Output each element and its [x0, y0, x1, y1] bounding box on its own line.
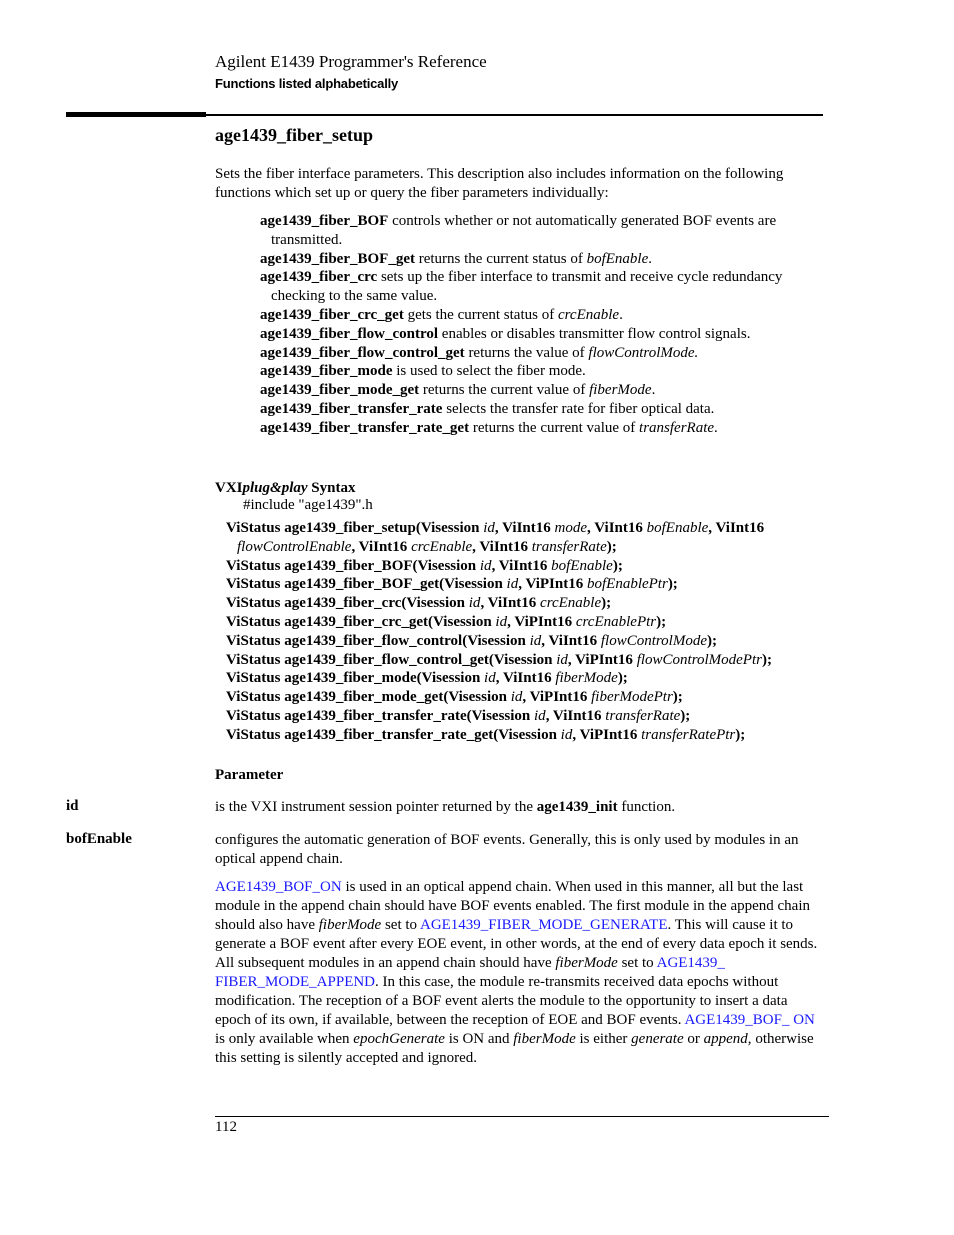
function-item: age1439_fiber_transfer_rate_get returns the current value of transferRate. [260, 419, 718, 436]
function-name: age1439_fiber_flow_control [260, 325, 439, 342]
syntax-line: ViStatus age1439_fiber_BOF(Visession id, ViInt16 bofEnable); [226, 557, 623, 574]
document-title: Agilent E1439 Programmer's Reference [215, 52, 487, 71]
intro-paragraph: Sets the fiber interface parameters. This description also includes information on the following functions which set up or query the fiber parameters individually: [215, 166, 784, 201]
function-name: age1439_fiber_transfer_rate_get [260, 419, 470, 436]
constant-link[interactable]: AGE1439_FIBER_MODE_GENERATE [419, 917, 668, 933]
function-item: age1439_fiber_crc sets up the fiber interface to transmit and receive cycle redundancy checking to the same value. [260, 269, 783, 305]
function-item: age1439_fiber_BOF_get returns the current status of bofEnable. [260, 250, 652, 267]
function-name: age1439_fiber_transfer_rate [260, 400, 443, 417]
function-item: age1439_fiber_flow_control_get returns the value of flowControlMode. [260, 344, 699, 361]
syntax-include: #include "age1439".h [243, 497, 373, 513]
function-name: age1439_fiber_BOF_get [260, 250, 415, 267]
syntax-line: ViStatus age1439_fiber_transfer_rate(Visession id, ViInt16 transferRate); [226, 707, 691, 724]
syntax-line: ViStatus age1439_fiber_crc(Visession id, ViInt16 crcEnable); [226, 595, 612, 612]
param-name-bofenable: bofEnable [66, 831, 132, 847]
syntax-line: ViStatus age1439_fiber_flow_control(Visession id, ViInt16 flowControlMode); [226, 632, 718, 649]
function-item: age1439_fiber_transfer_rate selects the transfer rate for fiber optical data. [260, 400, 715, 417]
constant-link[interactable]: AGE1439_BOF_ ON [684, 1012, 815, 1028]
function-list [260, 212, 820, 438]
param-detail-bofenable: AGE1439_BOF_ON is used in an optical append chain. When used in this manner, all but the last module in the append chain should have BOF events enabled. The first module in the append chain should also have fiberMode set to AGE1439_FIBER_MODE_GENERATE. This will cause it to generate a BOF event after every EOE event, in other words, at the end of every data epoch it sends. All subsequent modules in an append chain should have fiberMode set to AGE1439_ FIBER_MODE_APPEND. In this case, the module re-transmits received data epochs without modification. The reception of a BOF event alerts the module to the opportunity to insert a data epoch of its own, if available, between the reception of EOE and BOF events. AGE1439_BOF_ ON is only available when epochGenerate is ON and fiberMode is either generate or append, otherwise this setting is silently accepted and ignored. [215, 879, 818, 1066]
syntax-block [226, 519, 826, 745]
syntax-line: ViStatus age1439_fiber_setup(Visession id, ViInt16 mode, ViInt16 bofEnable, ViInt16 flowControlEnable, ViInt16 crcEnable, ViInt16 transferRate); [226, 520, 765, 555]
function-heading: age1439_fiber_setup [215, 125, 373, 145]
header-rule-thin [206, 114, 823, 116]
syntax-line: ViStatus age1439_fiber_mode_get(Visession id, ViPInt16 fiberModePtr); [226, 689, 683, 706]
function-item: age1439_fiber_flow_control enables or disables transmitter flow control signals. [260, 325, 751, 342]
function-name: age1439_fiber_crc_get [260, 306, 404, 323]
footer-rule [215, 1116, 829, 1117]
function-name: age1439_fiber_mode [260, 363, 393, 380]
function-item: age1439_fiber_crc_get gets the current status of crcEnable. [260, 306, 623, 323]
page-number: 112 [215, 1119, 237, 1135]
function-item: age1439_fiber_mode is used to select the fiber mode. [260, 363, 586, 380]
function-item: age1439_fiber_mode_get returns the current value of fiberMode. [260, 382, 656, 399]
param-desc-bofenable: configures the automatic generation of BOF events. Generally, this is only used by modules in an optical append chain. [215, 832, 799, 867]
syntax-line: ViStatus age1439_fiber_crc_get(Visession id, ViPInt16 crcEnablePtr); [226, 613, 667, 630]
param-desc-id: is the VXI instrument session pointer returned by the age1439_init function. [215, 799, 676, 815]
function-name: age1439_fiber_BOF [260, 213, 389, 229]
syntax-line: ViStatus age1439_fiber_transfer_rate_get(Visession id, ViPInt16 transferRatePtr); [226, 726, 746, 743]
function-name: age1439_fiber_crc [260, 269, 378, 286]
syntax-line: ViStatus age1439_fiber_BOF_get(Visession id, ViPInt16 bofEnablePtr); [226, 576, 678, 593]
constant-link[interactable]: AGE1439_ FIBER_MODE_APPEND [215, 955, 725, 990]
syntax-line: ViStatus age1439_fiber_flow_control_get(Visession id, ViPInt16 flowControlModePtr); [226, 651, 772, 668]
parameter-heading: Parameter [215, 767, 284, 783]
syntax-heading: VXIplug&play Syntax [215, 480, 356, 496]
function-item: age1439_fiber_BOF controls whether or not automatically generated BOF events are transmitted. [260, 213, 777, 248]
function-name: age1439_fiber_mode_get [260, 382, 420, 399]
constant-link[interactable]: AGE1439_BOF_ON [215, 879, 342, 895]
section-subtitle: Functions listed alphabetically [215, 76, 399, 91]
param-name-id: id [66, 798, 79, 814]
header-rule-thick [66, 112, 206, 117]
syntax-line: ViStatus age1439_fiber_mode(Visession id, ViInt16 fiberMode); [226, 670, 628, 687]
function-name: age1439_fiber_flow_control_get [260, 344, 465, 361]
